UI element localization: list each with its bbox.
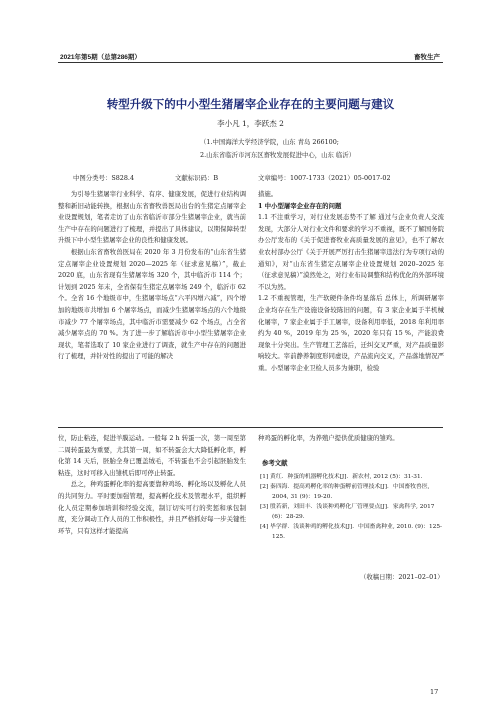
paragraph: 总之，种鸡蛋孵化率的提高要靠种鸡场、孵化场以及孵化人员的共同努力。平时要加强管理，提高孵化技术及管理水平，组织孵化人员定期参加培训和经验交流，制订切实可行的奖惩和承包制度，充分调动工作人员的工作积极性，并且严格抓好每一步关键性环节，只有这样才能提高 (58, 480, 246, 535)
paragraph: 种鸡蛋的孵化率，为养殖户提供优质健康的雏鸡。 (258, 434, 399, 442)
clc-number: 中图分类号：S828.4 (73, 174, 135, 182)
section-heading: 1 中小型屠宰企业存在的问题 (258, 201, 342, 210)
left-column-lower (58, 433, 246, 537)
page-number: 17 (430, 688, 439, 696)
right-column-lower (258, 433, 444, 445)
author-line: 李小凡 1，李跃杰 2 (217, 119, 284, 128)
affiliation-2: 2.山东省临沂市河东区畜牧发展促进中心，山东 临沂） (200, 151, 356, 159)
reference-item: [2] 秦四海．提高鸡孵化率的种蛋孵前管理技术[J]．中国畜牧兽医, 2004, 31 (9)：19-20. (260, 484, 430, 500)
references-heading: 参考文献 (262, 459, 288, 467)
subsection-paragraph: 1.2 不重视管理，生产软硬件条件均显落后 总体上，所调研屠宰企业均存在生产设施设备较陈旧的问题，有 3 家企业属于半机械化屠宰，7 家企业属于手工屠宰，设备利用率低，2018 年利用率约为 40 %，2019 年为 25 %，2020 年只有 15 %，产能浪费现象十分突出。生产管理工艺落后，迁纠交叉严重，对产品质量影响较大。宰前静养制度形同虚设，产品流向交叉，产品落地情况严重。小型屠宰企业卫检人员多为兼职，检验 (258, 294, 444, 372)
subsection-paragraph: 1.1 不注重学习，对行业发展态势不了解 通过与企业负责人交流发现，大部分人对行业文件和要求的学习不重视，既不了解国务院办公厅发布的《关于促进畜牧业高质量发展的意见》，也不了解农业农村部办公厅《关于开展严厉打击生猪屠宰违法行为专项行动的通知》，对“山东省生猪定点屠宰企业设置规划 2020–2025 年（征求意见稿）”漠然处之，对行业布局调整和结构优化的外部环境不以为然。 (258, 213, 444, 291)
right-column-upper (258, 189, 444, 375)
paragraph: 位，防止粘连，促进羊膜运动。一般每 2 h 转蛋一次，第一周至第二周转蛋最为重要，尤其第一周，如不转蛋会大大降低孵化率，孵化第 14 天后，胚胎全身已覆盖绒毛，不转蛋也不会引起胚胎发生粘连，这时可移入出雏机后即可停止转蛋。 (58, 434, 246, 477)
paragraph: 根据山东省畜牧兽医局在 2020 年 3 月份发布的“山东省生猪定点屠宰企业设置规划 2020—2025 年（征求意见稿）”，截止 2020 底，山东省现有生猪屠宰场 320 个，其中临沂市 114 个；计划到 2025 年末，全省保有生猪定点屠宰场 249 个，临沂市 62 个。全省 16 个地级市中，生猪屠宰场点“六平四增六减”，四个增加的地级市共增加 6 个屠宰场点，而减少生猪屠宰场点的六个地级市减少 77 个屠宰场点，其中临沂市需要减少 62 个场点，占全省减少屠宰点的 70 %。为了进一步了解临沂市中小型生猪屠宰企业现状，笔者选取了 10 家企业进行了调查，就生产中存在的问题进行了梳理，并针对性的提出了可能的解决 (58, 247, 246, 361)
reference-item: [4] 毕学群．浅谈种鸡的孵化技术[J]．中国畜禽种业, 2010. (9)：125-125. (260, 524, 442, 540)
reference-item: [1] 黄红．种蛋的机器孵化技术[J]．新农村, 2012 (5)：31-31. (260, 474, 423, 480)
article-title: 转型升级下的中小型生猪屠宰企业存在的主要问题与建议 (106, 99, 395, 111)
reference-item: [3] 殷若新，刘田丰．浅谈种鸡孵化厂管理要点[J]．家禽科学, 2017 (6)：28-29. (260, 504, 435, 520)
paragraph: 为引导生猪屠宰行业科学、有序、健康发展，促进行业结构调整和新旧动能转换，根据山东省畜牧兽医局出台的生猪定点屠宰企业设置规划，笔者走访了山东省临沂市部分生猪屠宰企业，就当前生产中存在的问题进行了梳理，并提出了具体建议，以期保障转型升级下中小型生猪屠宰企业的良性和健康发展。 (58, 190, 246, 245)
paragraph: 措施。 (258, 190, 278, 198)
received-date: （收稿日期：2021–02–01） (360, 573, 444, 581)
document-code: 文献标识码：B (175, 174, 219, 182)
left-column-upper (58, 189, 246, 363)
running-header-section: 畜牧生产 (414, 54, 440, 61)
article-number: 文章编号：1007-1733（2021）05-0017-02 (258, 174, 391, 182)
affiliation-1: （1.中国海洋大学经济学院，山东 青岛 266100; (200, 138, 339, 146)
reference-list (260, 472, 444, 542)
article-divider (58, 427, 443, 428)
header-rule (58, 62, 443, 63)
running-header-issue: 2021年第5期（总第286期） (60, 54, 141, 61)
